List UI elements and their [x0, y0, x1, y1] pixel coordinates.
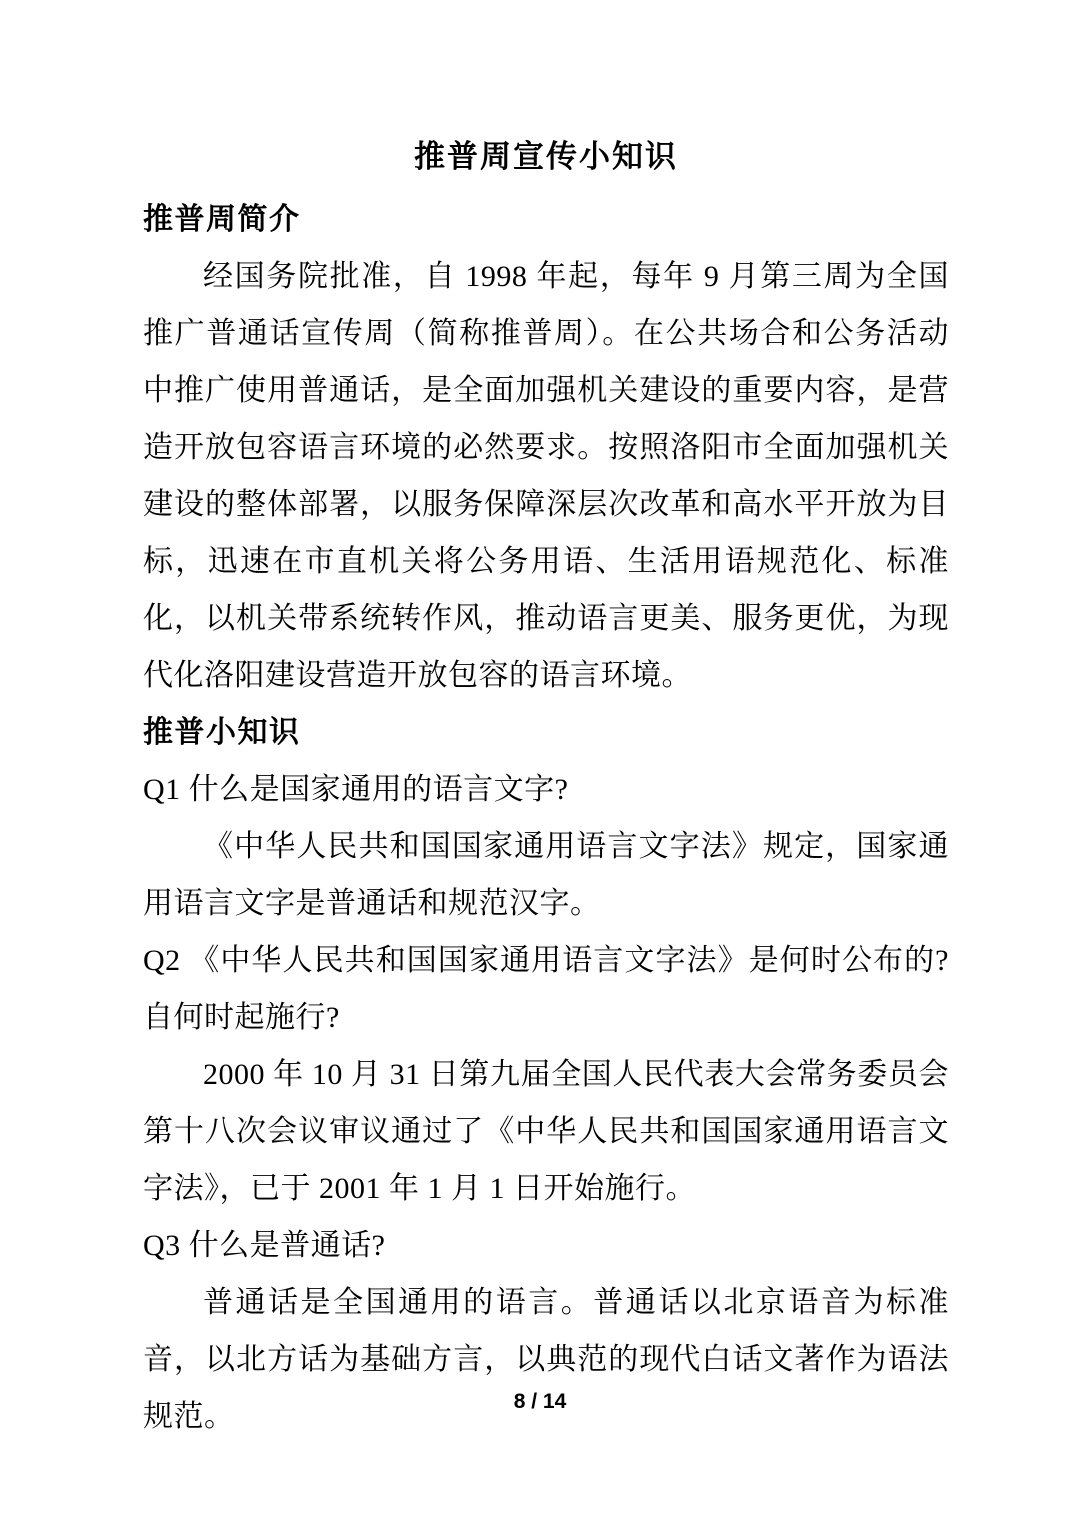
- answer-q2: 2000 年 10 月 31 日第九届全国人民代表大会常务委员会第十八次会议审议通过了《中华人民共和国国家通用语言文字法》，已于 2001 年 1 月 1 日开始施行。: [143, 1058, 949, 1205]
- section-heading-intro: 推普周简介: [143, 203, 301, 236]
- document-title: 推普周宣传小知识: [414, 139, 678, 174]
- page-footer: [0, 1390, 1080, 1414]
- intro-paragraph: 经国务院批准，自 1998 年起，每年 9 月第三周为全国推广普通话宣传周（简称推普周）。在公共场合和公务活动中推广使用普通话，是全面加强机关建设的重要内容，是营造开放包容语言环境的必然要求。按照洛阳市全面加强机关建设的整体部署，以服务保障深层次改革和高水平开放为目标，迅速在市直机关将公务用语、生活用语规范化、标准化，以机关带系统转作风，推动语言更美、服务更优，为现代化洛阳建设营造开放包容的语言环境。: [143, 260, 949, 692]
- question-q3: Q3 什么是普通话?: [143, 1229, 386, 1262]
- question-q2: Q2 《中华人民共和国国家通用语言文字法》是何时公布的?自何时起施行?: [143, 944, 949, 1034]
- section-heading-qa: 推普小知识: [143, 716, 301, 749]
- page-number: 8 / 14: [513, 1390, 567, 1413]
- answer-q3: 普通话是全国通用的语言。普通话以北京语音为标准音，以北方话为基础方言，以典范的现代白话文著作为语法规范。: [143, 1286, 949, 1433]
- answer-q1: 《中华人民共和国国家通用语言文字法》规定，国家通用语言文字是普通话和规范汉字。: [143, 830, 949, 920]
- question-q1: Q1 什么是国家通用的语言文字?: [143, 773, 569, 806]
- document-body: [143, 128, 949, 1445]
